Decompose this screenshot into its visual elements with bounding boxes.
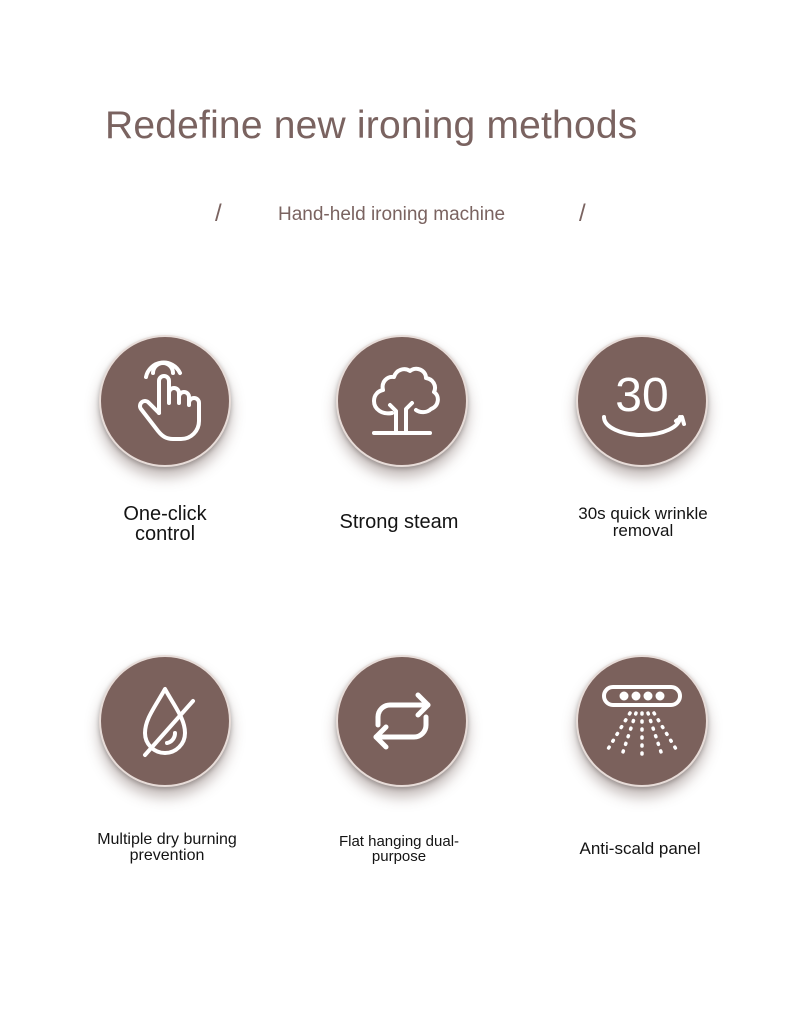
right-slash-divider: / [579,200,586,227]
feature-label: Flat hanging dual- purpose [338,833,460,865]
water-drop-crossed-icon [99,655,231,787]
page-title: Redefine new ironing methods [105,104,638,147]
subtitle-row [0,200,800,234]
hand-pointer-icon [99,335,231,467]
feature-label: One-click control [123,503,207,545]
feature-label: Anti-scald panel [579,839,701,858]
spray-panel-icon [576,655,708,787]
swap-arrows-icon [336,655,468,787]
feature-label: Strong steam [339,511,459,533]
timer-number: 30 [615,369,669,422]
left-slash-divider: / [215,200,222,227]
timer-30-icon [576,335,708,467]
subtitle: Hand-held ironing machine [278,204,506,225]
steam-cloud-icon [336,335,468,467]
feature-label: 30s quick wrinkle removal [578,504,708,540]
feature-label: Multiple dry burning prevention [97,831,237,864]
